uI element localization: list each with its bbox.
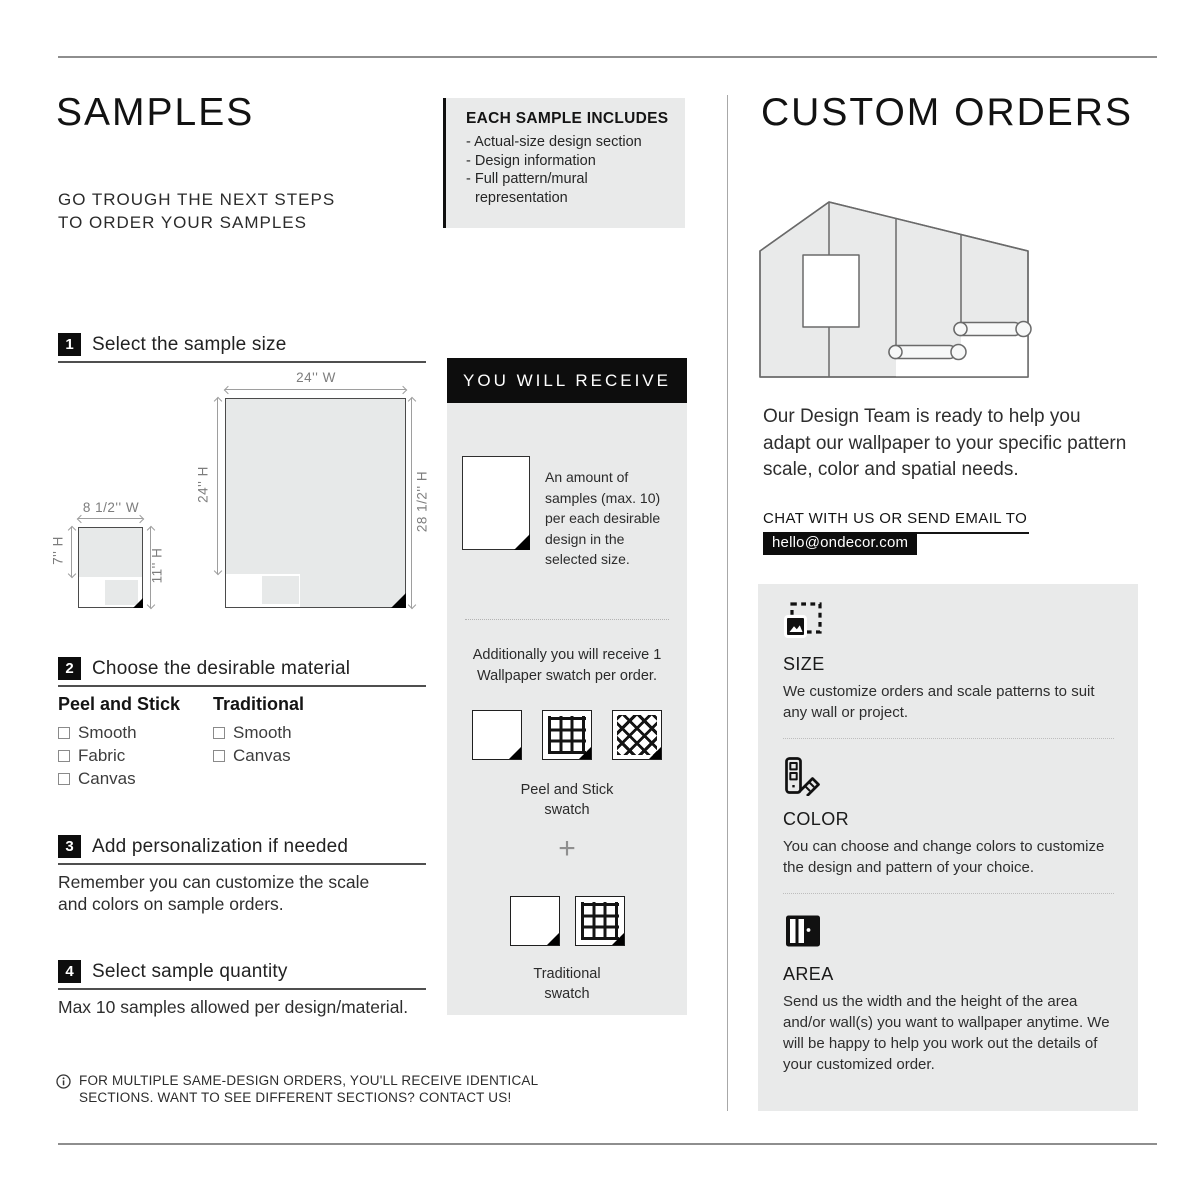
samples-section-title: SAMPLES <box>56 91 255 134</box>
dimension-line <box>78 518 143 519</box>
crosshatch-swatch-icon <box>612 710 662 760</box>
wall-area-icon <box>783 911 823 951</box>
samples-amount-text: An amount of samples (max. 10) per each desirable design in the selected size. <box>545 469 661 567</box>
color-section-title: COLOR <box>783 809 850 829</box>
sample-size-diagram <box>40 370 430 620</box>
image-size-icon <box>783 601 823 641</box>
step-3-header <box>58 835 426 865</box>
color-section-text: You can choose and change colors to customize the design and pattern of your choice. <box>783 838 1105 876</box>
dotted-divider <box>783 738 1114 739</box>
peel-and-stick-column <box>58 694 180 792</box>
traditional-title: Traditional <box>213 694 305 714</box>
material-option-smooth <box>213 723 304 743</box>
size-section-text: We customize orders and scale patterns to suit any wall or project. <box>783 683 1095 721</box>
bottom-divider <box>58 1143 1157 1145</box>
grid-swatch-icon <box>575 896 625 946</box>
dimension-line <box>71 527 72 577</box>
custom-orders-intro: Our Design Team is ready to help you adapt our wallpaper to your specific pattern scale, color and spatial needs. <box>763 406 1127 480</box>
area-section-text: Send us the width and the height of the area and/or wall(s) you want to wallpaper anytime. We will be happy to help you work out the details of your customized order. <box>783 993 1110 1073</box>
step-2-header <box>58 657 426 687</box>
size-section-title: SIZE <box>783 654 825 674</box>
includes-box-title: EACH SAMPLE INCLUDES <box>466 110 669 127</box>
includes-item: - Design information <box>466 152 677 171</box>
dimension-line <box>217 398 218 574</box>
peel-and-stick-title: Peel and Stick <box>58 694 181 714</box>
includes-item: - Actual-size design section <box>466 133 677 152</box>
footnote <box>56 1073 546 1106</box>
step-3-description: Remember you can customize the scale and colors on sample orders. <box>58 872 370 914</box>
step-2-title: Choose the desirable material <box>92 657 351 679</box>
step-4-header <box>58 960 426 990</box>
chat-with-us-label: CHAT WITH US OR SEND EMAIL TO <box>763 510 1029 534</box>
page-fold-corner <box>391 593 406 608</box>
dotted-divider <box>783 893 1114 894</box>
traditional-column <box>213 694 304 769</box>
checkbox[interactable] <box>58 750 70 762</box>
you-will-receive-body <box>447 403 687 1015</box>
dimension-line <box>411 398 412 608</box>
option-label: Smooth <box>78 723 137 742</box>
dotted-divider <box>465 619 669 620</box>
material-option-canvas <box>58 769 180 789</box>
info-icon <box>56 1074 71 1089</box>
includes-item: - Full pattern/mural representation <box>466 170 677 207</box>
footnote-text: FOR MULTIPLE SAME-DESIGN ORDERS, YOU'LL RECEIVE IDENTICAL SECTIONS. WANT TO SEE DIFFERENT SECTIONS? CONTACT US! <box>79 1073 538 1105</box>
sample-sheet-icon <box>462 456 530 550</box>
small-sample-preview <box>78 527 143 608</box>
traditional-swatches <box>462 896 672 946</box>
large-sample-section-area <box>226 574 300 607</box>
plus-sign: + <box>558 831 576 865</box>
grid-swatch-icon <box>542 710 592 760</box>
material-options <box>58 694 426 804</box>
large-sample-preview <box>225 398 406 608</box>
large-width-label: 24'' W <box>296 370 336 385</box>
includes-list <box>466 133 677 207</box>
checkbox[interactable] <box>213 727 225 739</box>
option-label: Smooth <box>233 723 292 742</box>
step-3-title: Add personalization if needed <box>92 835 349 857</box>
small-width-label: 8 1/2'' W <box>82 500 140 515</box>
dimension-line <box>225 389 406 390</box>
option-label: Canvas <box>78 769 136 788</box>
peel-and-stick-swatch-label: Peel and Stick swatch <box>520 781 614 818</box>
samples-subtitle <box>58 188 335 234</box>
option-label: Canvas <box>233 746 291 765</box>
step-4-number-badge: 4 <box>58 960 81 983</box>
step-2-number-badge: 2 <box>58 657 81 680</box>
email-address-badge[interactable]: hello@ondecor.com <box>763 532 917 555</box>
column-divider <box>727 95 728 1111</box>
step-1-number-badge: 1 <box>58 333 81 356</box>
samples-subtitle-line1: GO TROUGH THE NEXT STEPS <box>58 190 336 209</box>
you-will-receive-header: YOU WILL RECEIVE <box>447 358 687 403</box>
step-1-header <box>58 333 426 363</box>
page-fold-corner <box>514 534 530 550</box>
small-full-height-label: 11'' H <box>149 547 165 584</box>
page-fold-corner <box>133 598 143 608</box>
checkbox[interactable] <box>58 727 70 739</box>
area-section-title: AREA <box>783 964 834 984</box>
option-label: Fabric <box>78 746 126 765</box>
customization-options-panel <box>758 584 1138 1111</box>
additional-swatch-text: Additionally you will receive 1 Wallpaper swatch per order. <box>472 646 662 684</box>
samples-subtitle-line2: TO ORDER YOUR SAMPLES <box>58 213 307 232</box>
step-1-title: Select the sample size <box>92 333 287 355</box>
samples-amount-row <box>462 403 672 570</box>
each-sample-includes-box <box>443 98 685 228</box>
large-design-height-label: 24'' H <box>195 466 211 503</box>
color-swatches-icon <box>783 756 823 796</box>
step-4-title: Select sample quantity <box>92 960 288 982</box>
house-wallpaper-illustration <box>758 197 1038 382</box>
large-full-height-label: 28 1/2'' H <box>414 470 430 533</box>
top-divider <box>58 56 1157 58</box>
checkbox[interactable] <box>58 773 70 785</box>
small-design-height-label: 7'' H <box>50 536 66 565</box>
checkbox[interactable] <box>213 750 225 762</box>
material-option-smooth <box>58 723 180 743</box>
step-3-number-badge: 3 <box>58 835 81 858</box>
traditional-swatch-label: Traditional swatch <box>533 965 601 1002</box>
step-4-description: Max 10 samples allowed per design/material. <box>58 997 409 1017</box>
custom-orders-title: CUSTOM ORDERS <box>761 91 1133 134</box>
you-will-receive-panel <box>447 358 687 1015</box>
blank-swatch-icon <box>472 710 522 760</box>
material-option-fabric <box>58 746 180 766</box>
peel-and-stick-swatches <box>462 710 672 760</box>
blank-swatch-icon <box>510 896 560 946</box>
material-option-canvas <box>213 746 304 766</box>
